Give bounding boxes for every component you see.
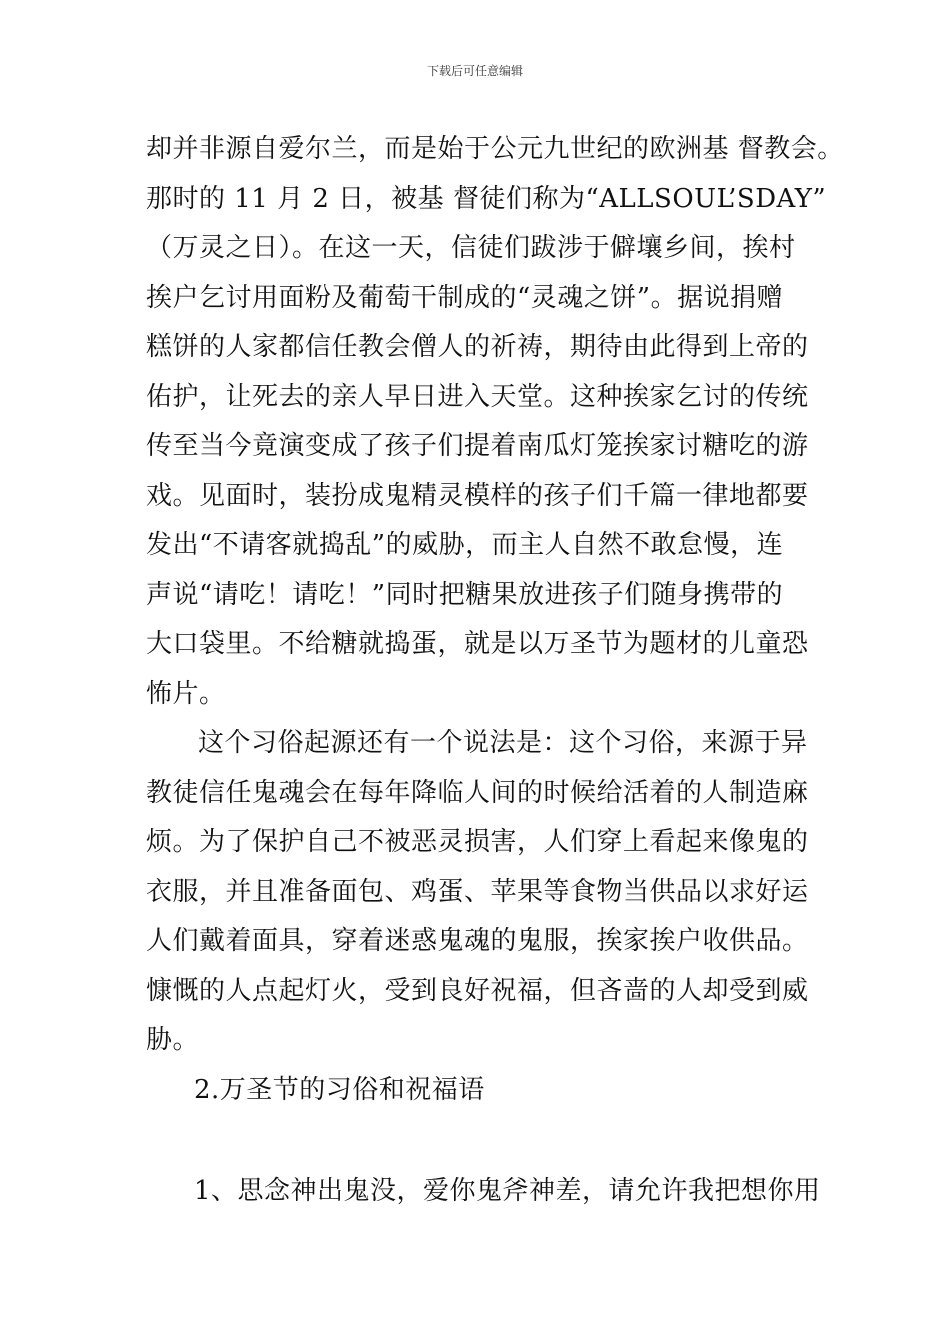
text-line: 衣服，并且准备面包、鸡蛋、苹果等食物当供品以求好运: [146, 876, 809, 907]
text-line: 烦。为了保护自己不被恶灵损害，人们穿上看起来像鬼的: [146, 827, 809, 857]
text-line: 糕饼的人家都信任教会僧人的祈祷，期待由此得到上帝的: [146, 332, 809, 362]
text-line: 挨户乞讨用面粉及葡萄干制成的“灵魂之饼”。据说捐赠: [146, 282, 784, 313]
text-line: 这个习俗起源还有一个说法是：这个习俗，来源于异: [198, 728, 808, 758]
paragraph-origin-church: [146, 125, 844, 719]
page-header: 下载后可任意编辑: [426, 64, 523, 78]
text-line: 1、思念神出鬼没，爱你鬼斧神差，请允许我把想你用: [194, 1176, 821, 1206]
text-line: 胁。: [146, 1025, 200, 1055]
section-heading: 2.万圣节的习俗和祝福语: [194, 1074, 485, 1105]
paragraph-blessing: [146, 1167, 836, 1217]
text-line: 慷慨的人点起灯火，受到良好祝福，但吝啬的人却受到威: [146, 975, 809, 1006]
text-line: 怖片。: [146, 678, 226, 709]
spacer: [146, 1115, 836, 1167]
text-line: （万灵之日）。在这一天，信徒们跋涉于僻壤乡间，挨村: [146, 233, 796, 263]
text-line: 大口袋里。不给糖就捣蛋，就是以万圣节为题材的儿童恐: [146, 629, 809, 659]
text-line: 教徒信任鬼魂会在每年降临人间的时候给活着的人制造麻: [146, 777, 809, 808]
text-line: 戏。见面时，装扮成鬼精灵模样的孩子们千篇一律地都要: [146, 480, 809, 511]
text-line: 人们戴着面具，穿着迷惑鬼魂的鬼服，挨家挨户收供品。: [146, 926, 809, 956]
text-line: 声说“请吃！请吃！”同时把糖果放进孩子们随身携带的: [146, 579, 784, 610]
text-line: 佑护，让死去的亲人早日进入天堂。这种挨家乞讨的传统: [146, 381, 809, 412]
document-body: [146, 125, 844, 1217]
text-line: 发出“不请客就捣乱”的威胁，而主人自然不敢怠慢，连: [146, 530, 784, 560]
text-line: 却并非源自爱尔兰，而是始于公元九世纪的欧洲基 督教会。: [146, 134, 844, 164]
paragraph-origin-pagan: [146, 719, 836, 1066]
text-line: 那时的 11 月 2 日，被基 督徒们称为“ALLSOUL’SDAY”: [146, 183, 827, 214]
text-line: 传至当今竟演变成了孩子们提着南瓜灯笼挨家讨糖吃的游: [146, 431, 809, 461]
